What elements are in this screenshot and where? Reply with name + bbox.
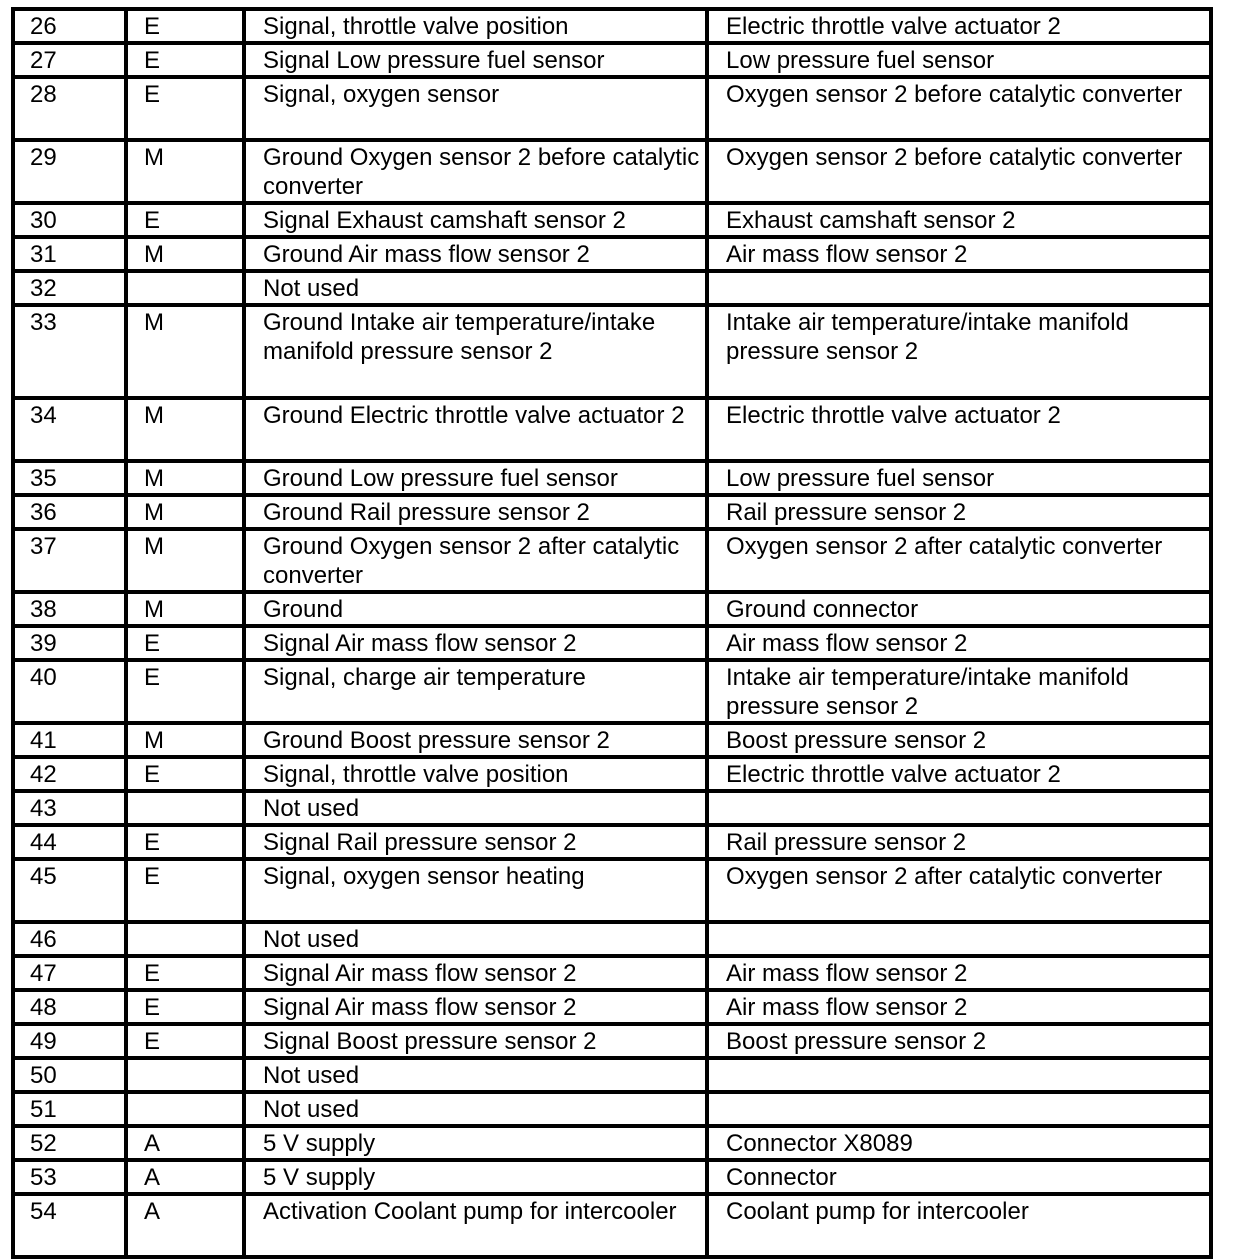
pin-number-cell: 33 [13,305,126,398]
description-cell: Ground Rail pressure sensor 2 [244,495,707,529]
pin-table-body [13,9,1211,1257]
signal-type-cell: M [126,592,244,626]
pin-number-cell: 30 [13,203,126,237]
table-row [13,271,1211,305]
pin-number-cell: 46 [13,922,126,956]
signal-type-cell [126,1092,244,1126]
component-cell: Rail pressure sensor 2 [707,825,1211,859]
description-cell: Signal, oxygen sensor heating [244,859,707,922]
pin-number-cell: 37 [13,529,126,592]
pin-number-cell: 36 [13,495,126,529]
pin-number-cell: 35 [13,461,126,495]
signal-type-cell: E [126,43,244,77]
table-row [13,237,1211,271]
description-cell: Signal, throttle valve position [244,9,707,43]
pin-number-cell: 40 [13,660,126,723]
table-row [13,825,1211,859]
pin-number-cell: 44 [13,825,126,859]
signal-type-cell: M [126,723,244,757]
component-cell: Intake air temperature/intake manifold pressure sensor 2 [707,305,1211,398]
component-cell [707,271,1211,305]
signal-type-cell [126,791,244,825]
table-row [13,305,1211,398]
component-cell: Connector [707,1160,1211,1194]
component-cell: Electric throttle valve actuator 2 [707,398,1211,461]
signal-type-cell: E [126,626,244,660]
signal-type-cell: A [126,1160,244,1194]
signal-type-cell: M [126,495,244,529]
component-cell: Air mass flow sensor 2 [707,990,1211,1024]
signal-type-cell: E [126,825,244,859]
pin-number-cell: 31 [13,237,126,271]
component-cell: Air mass flow sensor 2 [707,626,1211,660]
description-cell: Not used [244,271,707,305]
component-cell: Boost pressure sensor 2 [707,723,1211,757]
pin-number-cell: 54 [13,1194,126,1257]
table-row [13,1058,1211,1092]
table-row [13,1024,1211,1058]
signal-type-cell: E [126,1024,244,1058]
table-row [13,1126,1211,1160]
pin-number-cell: 32 [13,271,126,305]
component-cell: Low pressure fuel sensor [707,43,1211,77]
component-cell: Ground connector [707,592,1211,626]
table-row [13,461,1211,495]
description-cell: Not used [244,1058,707,1092]
component-cell: Coolant pump for intercooler [707,1194,1211,1257]
table-row [13,398,1211,461]
description-cell: Signal Rail pressure sensor 2 [244,825,707,859]
component-cell: Air mass flow sensor 2 [707,237,1211,271]
component-cell: Rail pressure sensor 2 [707,495,1211,529]
description-cell: Ground Oxygen sensor 2 after catalytic converter [244,529,707,592]
signal-type-cell: M [126,237,244,271]
description-cell: Signal, charge air temperature [244,660,707,723]
signal-type-cell [126,271,244,305]
description-cell: Ground Intake air temperature/intake manifold pressure sensor 2 [244,305,707,398]
pin-number-cell: 28 [13,77,126,140]
component-cell: Oxygen sensor 2 after catalytic converter [707,529,1211,592]
pin-number-cell: 52 [13,1126,126,1160]
signal-type-cell: E [126,203,244,237]
table-row [13,43,1211,77]
signal-type-cell: E [126,660,244,723]
description-cell: Signal Air mass flow sensor 2 [244,626,707,660]
pin-number-cell: 34 [13,398,126,461]
signal-type-cell: M [126,140,244,203]
pin-number-cell: 47 [13,956,126,990]
description-cell: Signal Air mass flow sensor 2 [244,956,707,990]
description-cell: Activation Coolant pump for intercooler [244,1194,707,1257]
signal-type-cell: M [126,461,244,495]
table-row [13,990,1211,1024]
pin-number-cell: 45 [13,859,126,922]
table-row [13,9,1211,43]
pin-number-cell: 43 [13,791,126,825]
pin-number-cell: 49 [13,1024,126,1058]
table-row [13,77,1211,140]
component-cell: Low pressure fuel sensor [707,461,1211,495]
signal-type-cell: A [126,1126,244,1160]
description-cell: Ground Low pressure fuel sensor [244,461,707,495]
table-row [13,723,1211,757]
signal-type-cell: M [126,398,244,461]
signal-type-cell: E [126,77,244,140]
description-cell: Ground [244,592,707,626]
pin-number-cell: 27 [13,43,126,77]
signal-type-cell: E [126,990,244,1024]
signal-type-cell: E [126,956,244,990]
table-row [13,1194,1211,1257]
component-cell [707,1092,1211,1126]
pin-number-cell: 48 [13,990,126,1024]
description-cell: Not used [244,791,707,825]
description-cell: Signal Low pressure fuel sensor [244,43,707,77]
table-row [13,1160,1211,1194]
signal-type-cell: E [126,757,244,791]
table-row [13,626,1211,660]
description-cell: Signal, oxygen sensor [244,77,707,140]
description-cell: Ground Air mass flow sensor 2 [244,237,707,271]
pin-number-cell: 42 [13,757,126,791]
description-cell: Ground Oxygen sensor 2 before catalytic converter [244,140,707,203]
pin-number-cell: 41 [13,723,126,757]
table-row [13,1092,1211,1126]
pin-number-cell: 50 [13,1058,126,1092]
table-row [13,140,1211,203]
table-row [13,859,1211,922]
signal-type-cell: M [126,305,244,398]
component-cell [707,1058,1211,1092]
signal-type-cell: M [126,529,244,592]
component-cell: Oxygen sensor 2 before catalytic converter [707,77,1211,140]
pin-number-cell: 26 [13,9,126,43]
description-cell: Signal, throttle valve position [244,757,707,791]
description-cell: 5 V supply [244,1160,707,1194]
pin-number-cell: 53 [13,1160,126,1194]
signal-type-cell: E [126,859,244,922]
component-cell [707,791,1211,825]
component-cell: Oxygen sensor 2 before catalytic converter [707,140,1211,203]
table-row [13,592,1211,626]
table-row [13,757,1211,791]
signal-type-cell: A [126,1194,244,1257]
signal-type-cell [126,1058,244,1092]
component-cell: Air mass flow sensor 2 [707,956,1211,990]
table-row [13,660,1211,723]
pin-number-cell: 29 [13,140,126,203]
table-row [13,203,1211,237]
component-cell: Oxygen sensor 2 after catalytic converter [707,859,1211,922]
component-cell: Connector X8089 [707,1126,1211,1160]
pin-assignment-table [11,7,1213,1259]
description-cell: Ground Boost pressure sensor 2 [244,723,707,757]
description-cell: Signal Exhaust camshaft sensor 2 [244,203,707,237]
component-cell: Exhaust camshaft sensor 2 [707,203,1211,237]
description-cell: 5 V supply [244,1126,707,1160]
signal-type-cell: E [126,9,244,43]
table-row [13,495,1211,529]
pin-number-cell: 39 [13,626,126,660]
signal-type-cell [126,922,244,956]
pin-number-cell: 51 [13,1092,126,1126]
component-cell [707,922,1211,956]
table-row [13,956,1211,990]
table-row [13,529,1211,592]
description-cell: Signal Air mass flow sensor 2 [244,990,707,1024]
component-cell: Electric throttle valve actuator 2 [707,9,1211,43]
component-cell: Boost pressure sensor 2 [707,1024,1211,1058]
description-cell: Not used [244,1092,707,1126]
description-cell: Ground Electric throttle valve actuator 2 [244,398,707,461]
component-cell: Intake air temperature/intake manifold pressure sensor 2 [707,660,1211,723]
table-row [13,922,1211,956]
table-row [13,791,1211,825]
component-cell: Electric throttle valve actuator 2 [707,757,1211,791]
description-cell: Signal Boost pressure sensor 2 [244,1024,707,1058]
pin-number-cell: 38 [13,592,126,626]
description-cell: Not used [244,922,707,956]
